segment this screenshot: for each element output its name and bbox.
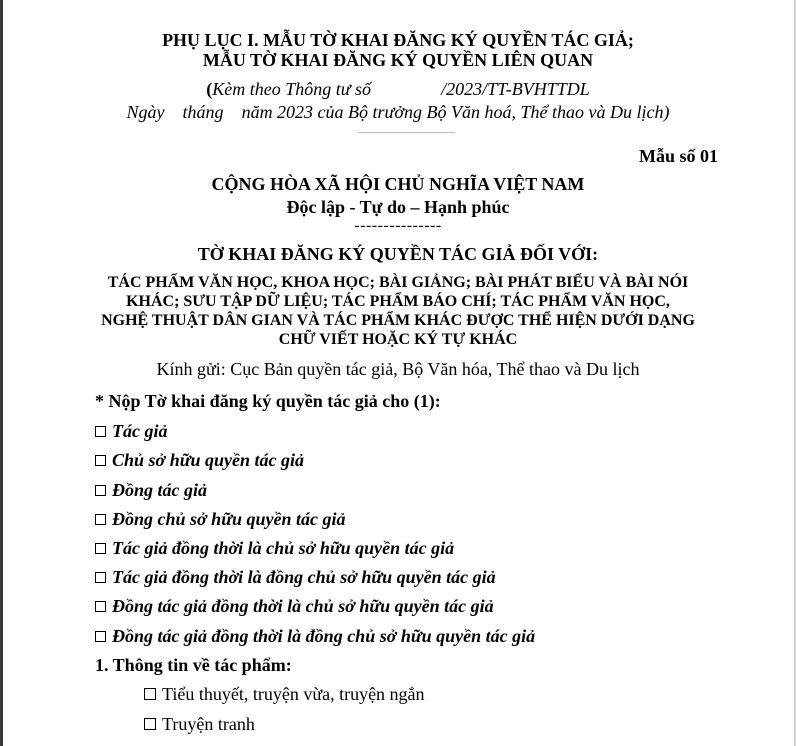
- option-label: Tác giả: [112, 421, 168, 441]
- form-number: Mẫu số 01: [638, 146, 718, 166]
- option-tac-gia[interactable]: [95, 422, 168, 440]
- attach-open-paren: (: [206, 79, 213, 99]
- checkbox-icon[interactable]: [95, 543, 106, 554]
- appendix-title-line2: MẪU TỜ KHAI ĐĂNG KÝ QUYỀN LIÊN QUAN: [202, 50, 594, 70]
- date-rest: năm 2023 của Bộ trưởng Bộ Văn hoá, Thể thao và Du lịch): [241, 102, 670, 122]
- option-label: Đồng chủ sở hữu quyền tác giả: [112, 509, 346, 529]
- checkbox-icon[interactable]: [95, 485, 106, 496]
- work-type-label: Tiểu thuyết, truyện vừa, truyện ngắn: [162, 684, 425, 704]
- option-tac-gia-dong-chu-so-huu[interactable]: [95, 568, 496, 586]
- motto-underline-dashes: ---------------: [354, 217, 442, 234]
- option-label: Tác giả đồng thời là đồng chủ sở hữu quyền tác giả: [112, 567, 496, 587]
- option-label: Tác giả đồng thời là chủ sở hữu quyền tác giả: [112, 538, 455, 558]
- date-day: Ngày: [126, 102, 165, 122]
- option-label: Chủ sở hữu quyền tác giả: [112, 450, 304, 470]
- declaration-subtitle-line1: TÁC PHẨM VĂN HỌC, KHOA HỌC; BÀI GIẢNG; BÀI PHÁT BIỂU VÀ BÀI NÓI: [107, 274, 689, 291]
- attach-text-a: Kèm theo Thông tư số: [212, 79, 372, 99]
- checkbox-icon[interactable]: [95, 601, 106, 612]
- national-name: CỘNG HÒA XÃ HỘI CHỦ NGHĨA VIỆT NAM: [211, 174, 585, 194]
- section1-heading: 1. Thông tin về tác phẩm:: [95, 655, 292, 675]
- checkbox-icon[interactable]: [144, 688, 156, 700]
- declaration-subtitle-line3: NGHỆ THUẬT DÂN GIAN VÀ TÁC PHẨM KHÁC ĐƯỢC THỂ HIỆN DƯỚI DẠNG: [101, 312, 695, 329]
- option-tac-gia-chu-so-huu[interactable]: [95, 539, 454, 557]
- option-label: Đồng tác giả đồng thời là chủ sở hữu quyền tác giả: [112, 596, 494, 616]
- work-type-comic[interactable]: [144, 715, 255, 733]
- declaration-title: TỜ KHAI ĐĂNG KÝ QUYỀN TÁC GIẢ ĐỐI VỚI:: [197, 244, 599, 264]
- work-type-novel[interactable]: [144, 685, 425, 703]
- appendix-date-line: [0, 103, 796, 121]
- checkbox-icon[interactable]: [95, 572, 106, 583]
- date-month: tháng: [182, 102, 224, 122]
- checkbox-icon[interactable]: [95, 426, 106, 437]
- submit-for-label: * Nộp Tờ khai đăng ký quyền tác giả cho (1):: [95, 391, 441, 411]
- declaration-subtitle-line4: CHỮ VIẾT HOẶC KÝ TỰ KHÁC: [278, 331, 518, 348]
- checkbox-icon[interactable]: [95, 631, 106, 642]
- option-label: Đồng tác giả: [112, 480, 208, 500]
- recipient-line: Kính gửi: Cục Bản quyền tác giả, Bộ Văn hóa, Thể thao và Du lịch: [156, 359, 640, 379]
- appendix-attachment-note: [0, 80, 796, 98]
- checkbox-icon[interactable]: [95, 455, 106, 466]
- option-chu-so-huu[interactable]: [95, 451, 304, 469]
- option-label: Đồng tác giả đồng thời là đồng chủ sở hữu quyền tác giả: [112, 626, 536, 646]
- appendix-title-line1: PHỤ LỤC I. MẪU TỜ KHAI ĐĂNG KÝ QUYỀN TÁC GIẢ;: [162, 30, 634, 50]
- declaration-subtitle-line2: KHÁC; SƯU TẬP DỮ LIỆU; TÁC PHẨM BÁO CHÍ; TÁC PHẨM VĂN HỌC,: [126, 293, 670, 310]
- option-dong-tac-gia-dong-chu-so-huu[interactable]: [95, 627, 535, 645]
- option-dong-chu-so-huu[interactable]: [95, 510, 345, 528]
- work-type-label: Truyện tranh: [162, 714, 255, 734]
- header-divider: [358, 132, 455, 133]
- option-dong-tac-gia[interactable]: [95, 481, 207, 499]
- attach-text-b: /2023/TT-BVHTTDL: [441, 79, 590, 99]
- checkbox-icon[interactable]: [144, 718, 156, 730]
- option-dong-tac-gia-chu-so-huu[interactable]: [95, 597, 494, 615]
- checkbox-icon[interactable]: [95, 514, 106, 525]
- national-motto: Độc lập - Tự do – Hạnh phúc: [286, 197, 510, 217]
